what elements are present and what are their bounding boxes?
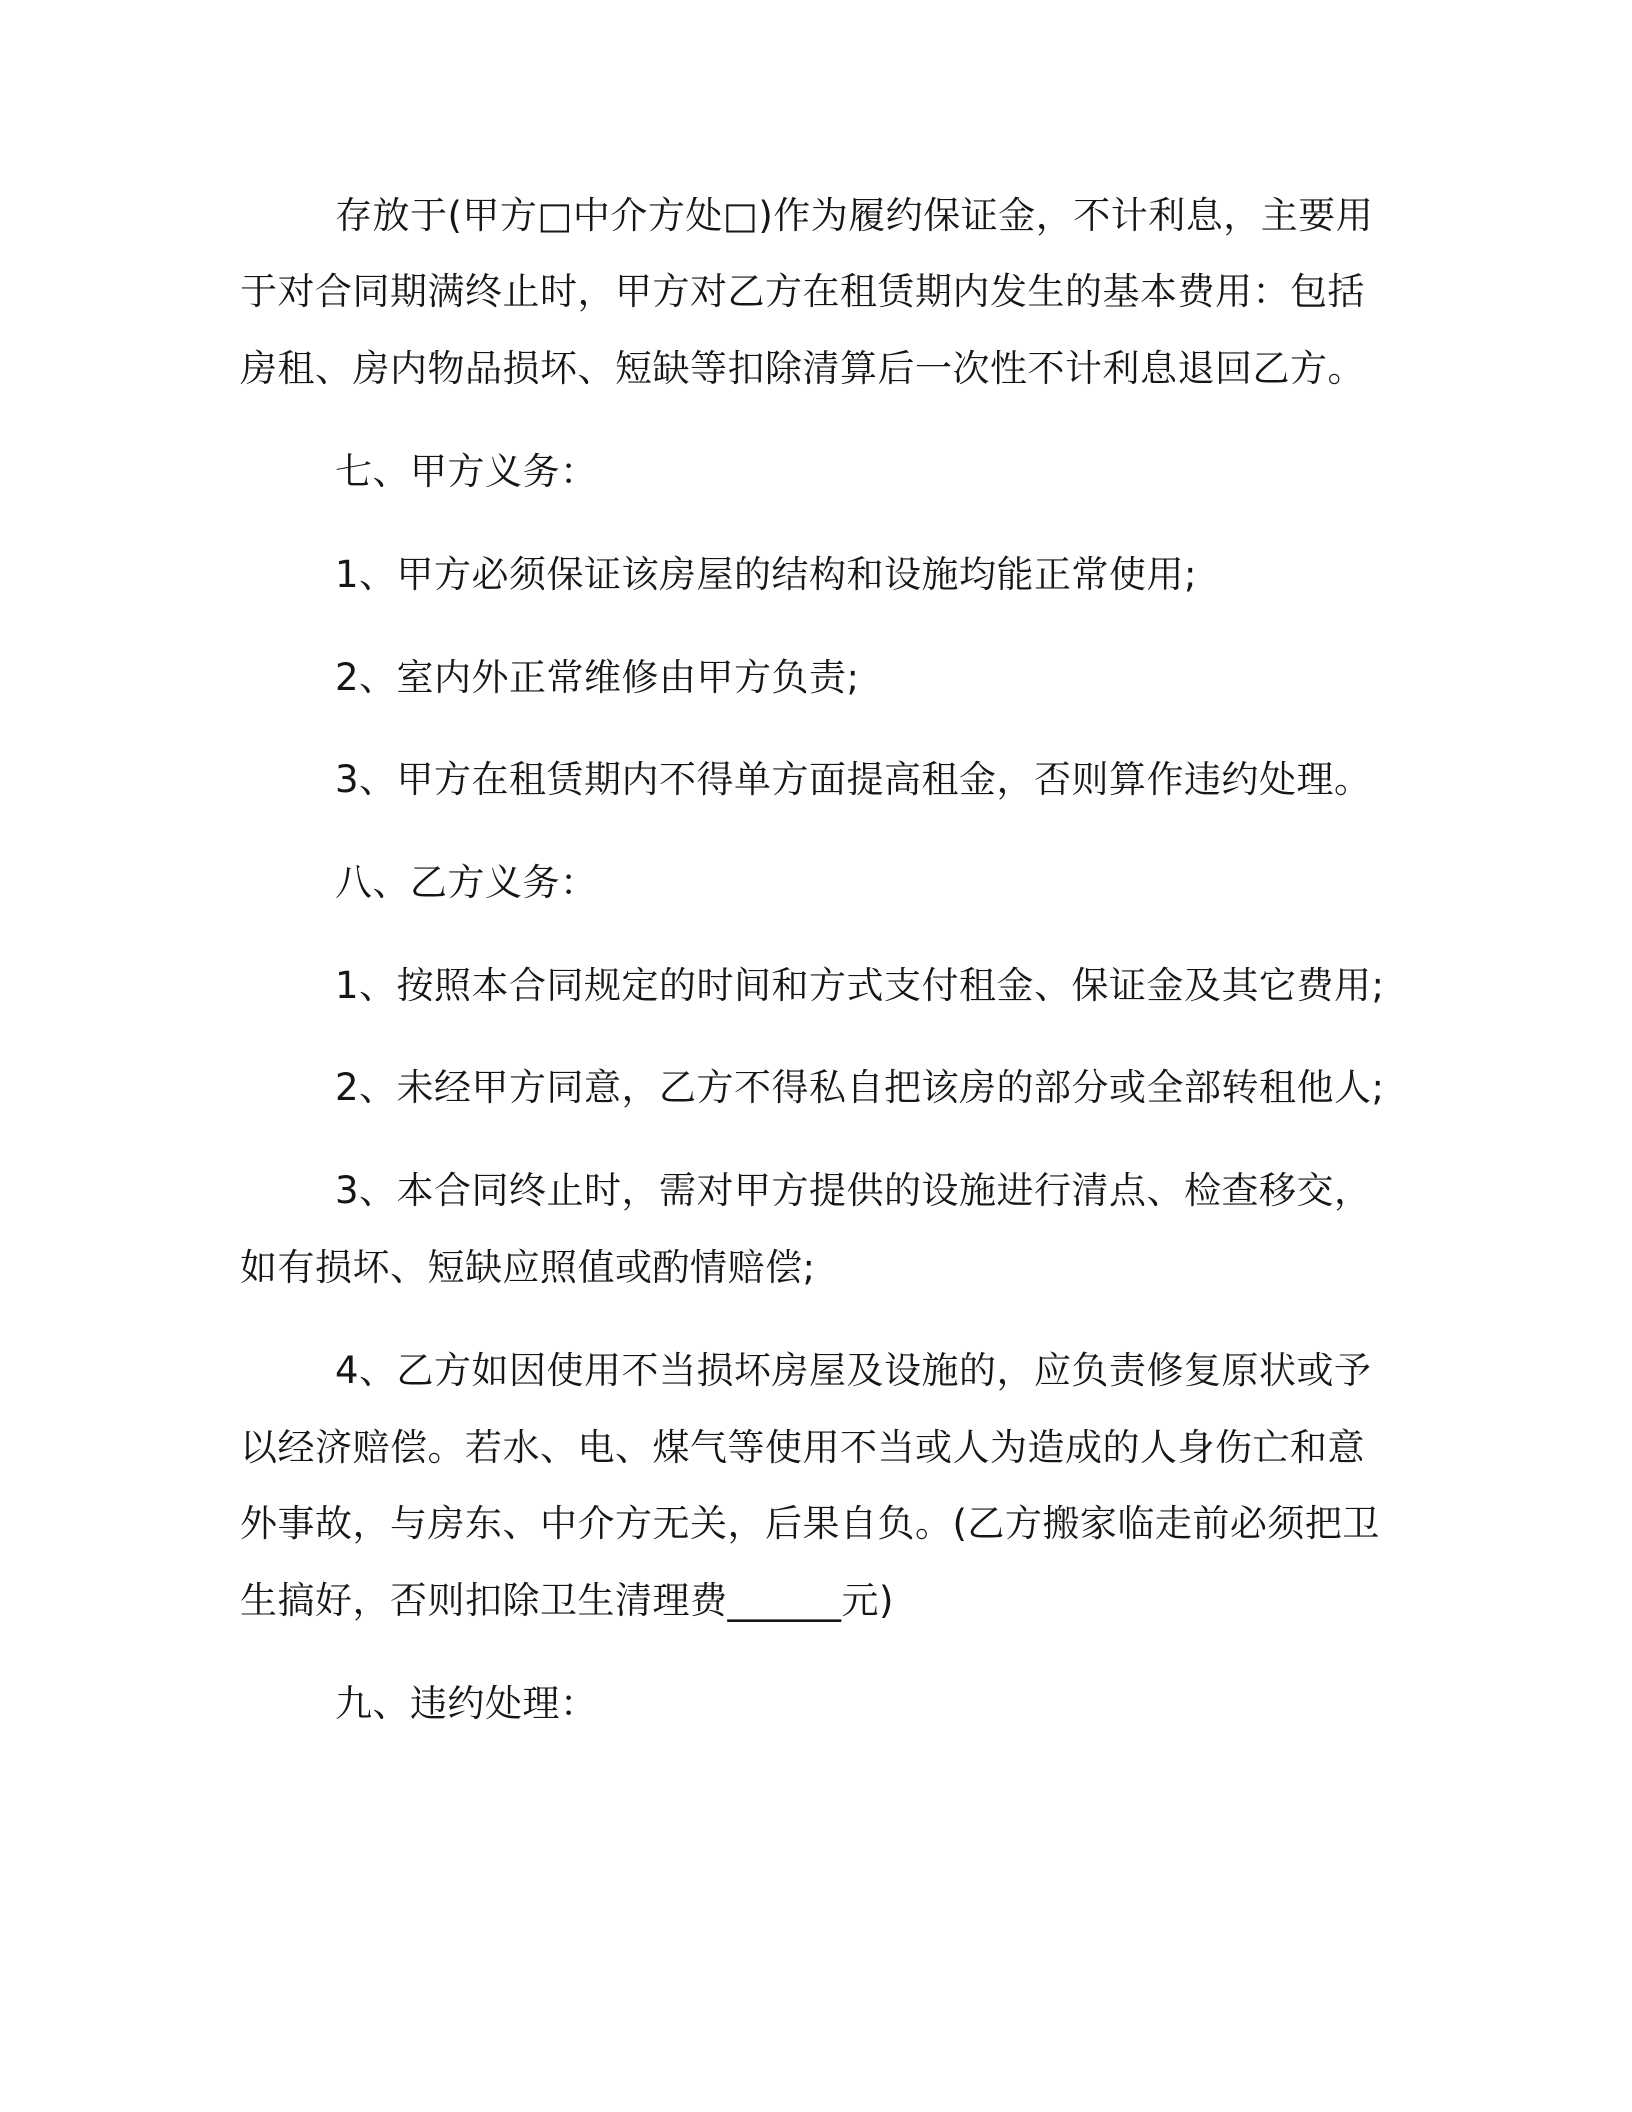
deposit-paragraph-line-3: 房租、房内物品损坏、短缺等扣除清算后一次性不计利息退回乙方。 [240, 347, 1365, 390]
deposit-paragraph-line-1: 存放于(甲方□中介方处□)作为履约保证金，不计利息，主要用 [335, 194, 1374, 237]
section8-heading: 八、乙方义务： [335, 861, 598, 904]
section7-item-1: 1、甲方必须保证该房屋的结构和设施均能正常使用; [335, 553, 1198, 596]
section8-item-1: 1、按照本合同规定的时间和方式支付租金、保证金及其它费用; [335, 964, 1385, 1007]
section7-heading: 七、甲方义务： [335, 450, 598, 493]
section8-item-2: 2、未经甲方同意，乙方不得私自把该房的部分或全部转租他人; [335, 1066, 1385, 1109]
section8-item-3-line-1: 3、本合同终止时，需对甲方提供的设施进行清点、检查移交， [335, 1169, 1372, 1212]
section8-item-3-line-2: 如有损坏、短缺应照值或酌情赔偿; [240, 1246, 816, 1289]
section7-item-3: 3、甲方在租赁期内不得单方面提高租金，否则算作违约处理。 [335, 758, 1372, 801]
deposit-paragraph-line-2: 于对合同期满终止时，甲方对乙方在租赁期内发生的基本费用：包括 [240, 270, 1365, 313]
section8-item-4-line-3: 外事故，与房东、中介方无关，后果自负。(乙方搬家临走前必须把卫 [240, 1502, 1380, 1545]
section8-item-4-line-4: 生搞好，否则扣除卫生清理费______元) [240, 1579, 894, 1622]
section7-item-2: 2、室内外正常维修由甲方负责; [335, 656, 860, 699]
section9-heading: 九、违约处理： [335, 1682, 598, 1725]
section8-item-4-line-1: 4、乙方如因使用不当损坏房屋及设施的，应负责修复原状或予 [335, 1349, 1372, 1392]
section8-item-4-line-2: 以经济赔偿。若水、电、煤气等使用不当或人为造成的人身伤亡和意 [240, 1426, 1365, 1469]
